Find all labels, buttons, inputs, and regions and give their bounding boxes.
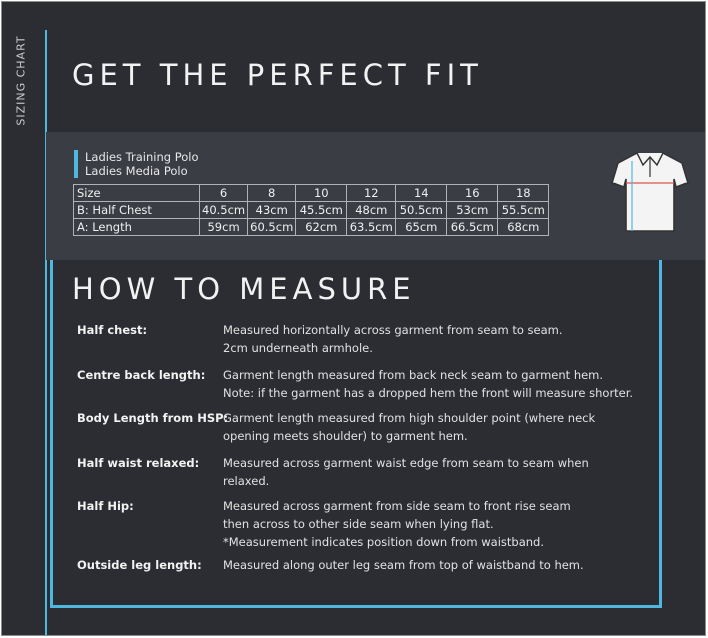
measure-description-line: then across to other side seam when lying flat. xyxy=(223,517,494,531)
size-cell: 68cm xyxy=(498,219,549,236)
measure-description-line: Measured along outer leg seam from top of waistband to hem. xyxy=(223,558,584,572)
measure-description xyxy=(223,454,589,490)
measure-description xyxy=(223,409,595,445)
size-table-row xyxy=(74,219,549,236)
size-cell: 55.5cm xyxy=(498,202,549,219)
measure-description-line: Garment length measured from back neck seam to garment hem. xyxy=(223,368,604,382)
size-table xyxy=(73,184,549,236)
measure-label: Half chest: xyxy=(77,323,148,337)
size-cell: 53cm xyxy=(447,202,498,219)
size-cell: 40.5cm xyxy=(200,202,248,219)
section-title: HOW TO MEASURE xyxy=(72,272,416,306)
size-cell: 63.5cm xyxy=(347,219,396,236)
measure-description xyxy=(223,321,563,357)
size-cell: 48cm xyxy=(347,202,396,219)
measure-label: Centre back length: xyxy=(77,368,206,382)
measure-label: Half waist relaxed: xyxy=(77,456,200,470)
measure-description xyxy=(223,556,584,574)
size-cell: 66.5cm xyxy=(447,219,498,236)
size-cell: 14 xyxy=(396,185,447,202)
size-cell: 18 xyxy=(498,185,549,202)
measure-description-line: opening meets shoulder) to garment hem. xyxy=(223,429,468,443)
size-cell: 59cm xyxy=(200,219,248,236)
measure-label: Outside leg length: xyxy=(77,558,202,572)
size-row-label: Size xyxy=(74,185,200,202)
size-cell: 16 xyxy=(447,185,498,202)
measure-description-line: *Measurement indicates position down from waistband. xyxy=(223,535,544,549)
size-cell: 45.5cm xyxy=(296,202,347,219)
measure-description xyxy=(223,497,571,551)
size-table-row xyxy=(74,185,549,202)
side-label xyxy=(13,32,29,132)
measure-label: Body Length from HSP: xyxy=(77,411,229,425)
size-cell: 8 xyxy=(248,185,296,202)
size-cell: 12 xyxy=(347,185,396,202)
measure-description xyxy=(223,366,633,402)
polo-shirt-icon xyxy=(610,147,690,237)
accent-rule xyxy=(45,30,47,636)
sizing-chart-page xyxy=(1,1,706,636)
size-table-row xyxy=(74,202,549,219)
size-row-label: B: Half Chest xyxy=(74,202,200,219)
measure-description-line: 2cm underneath armhole. xyxy=(223,341,373,355)
side-label-text: SIZING CHART xyxy=(14,35,28,126)
measure-description-line: relaxed. xyxy=(223,474,270,488)
size-cell: 62cm xyxy=(296,219,347,236)
product-accent-bar xyxy=(74,150,78,178)
size-cell: 10 xyxy=(296,185,347,202)
measure-description-line: Garment length measured from high shoulder point (where neck xyxy=(223,411,596,425)
size-cell: 60.5cm xyxy=(248,219,296,236)
size-cell: 6 xyxy=(200,185,248,202)
size-cell: 50.5cm xyxy=(396,202,447,219)
page-title: GET THE PERFECT FIT xyxy=(72,58,483,92)
measure-description-line: Measured across garment waist edge from seam to seam when xyxy=(223,456,589,470)
size-row-label: A: Length xyxy=(74,219,200,236)
measure-description-line: Note: if the garment has a dropped hem the front will measure shorter. xyxy=(223,386,634,400)
measure-description-line: Measured horizontally across garment from seam to seam. xyxy=(223,323,563,337)
size-cell: 65cm xyxy=(396,219,447,236)
size-cell: 43cm xyxy=(248,202,296,219)
product-name: Ladies Media Polo xyxy=(85,164,188,178)
measure-label: Half Hip: xyxy=(77,499,134,513)
measure-description-line: Measured across garment from side seam to front rise seam xyxy=(223,499,571,513)
product-name: Ladies Training Polo xyxy=(85,150,199,164)
